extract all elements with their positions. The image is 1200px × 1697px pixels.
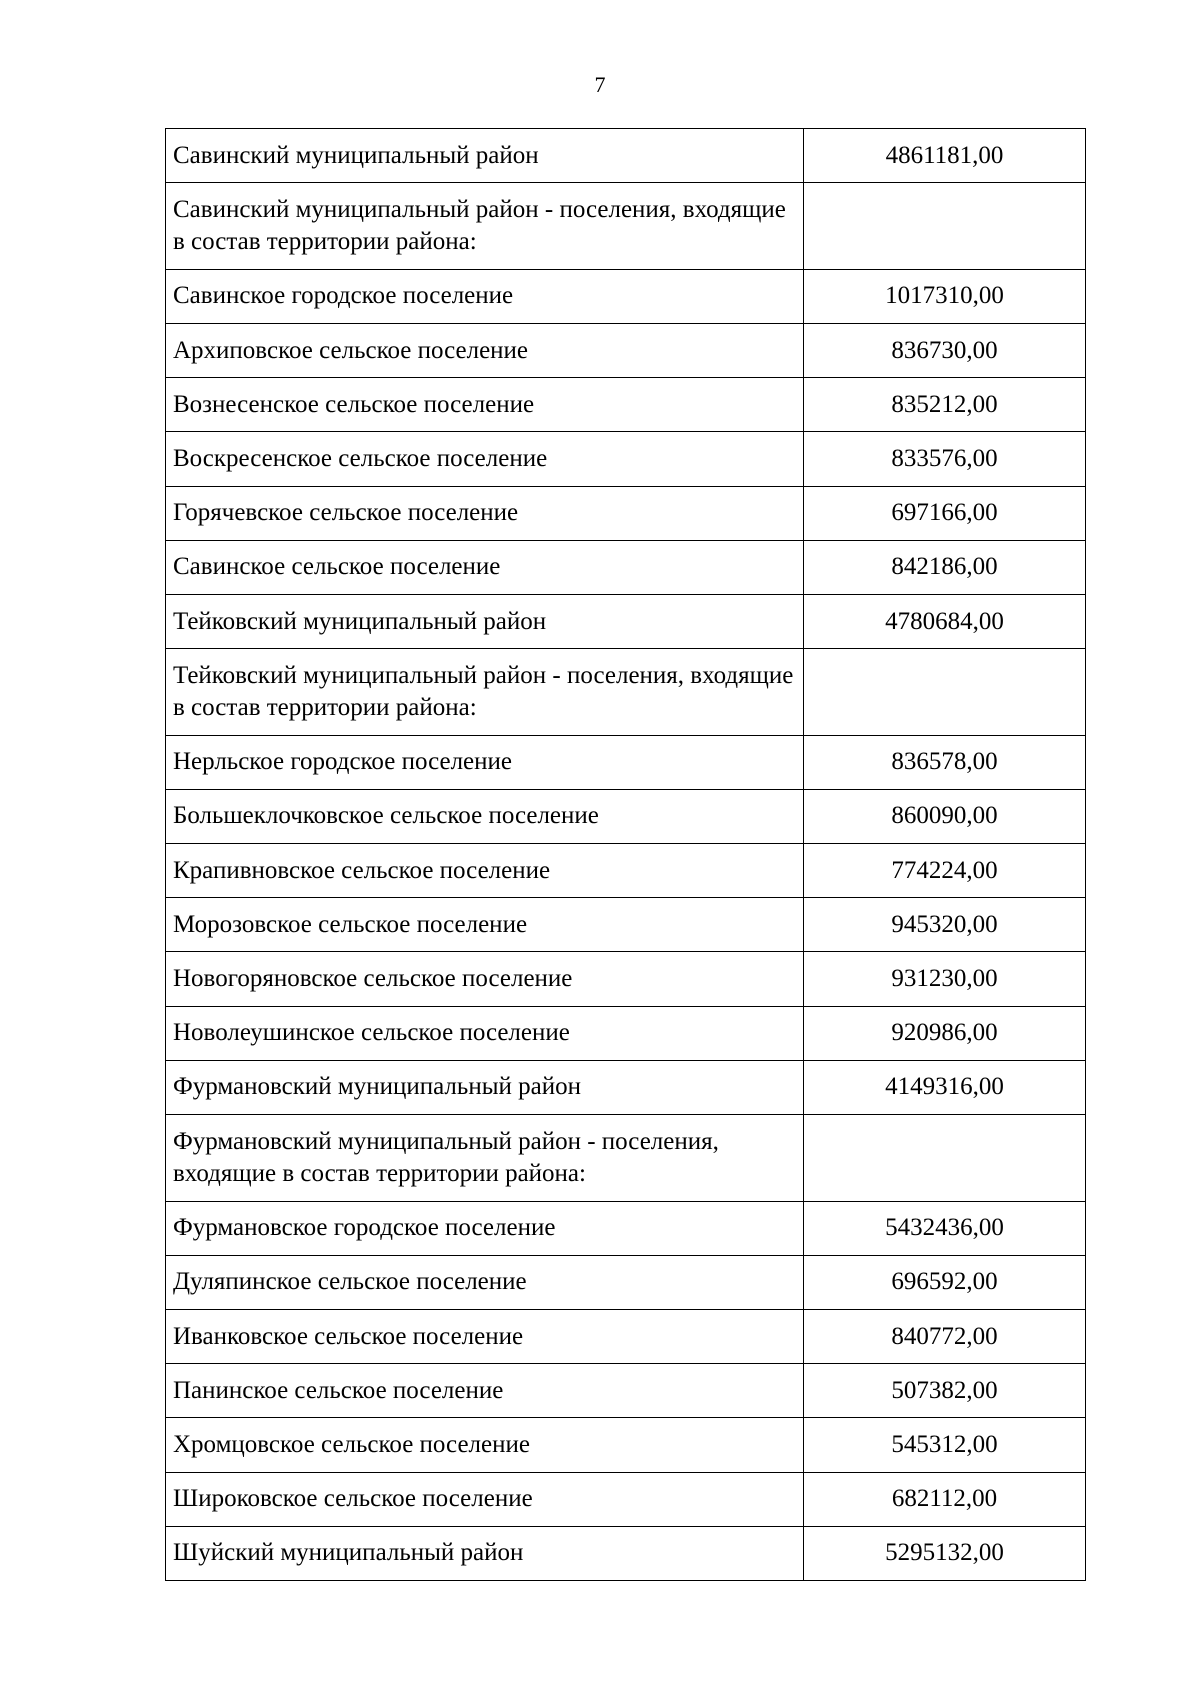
row-value: 5432436,00 xyxy=(804,1201,1086,1255)
table-row xyxy=(166,952,1086,1006)
table-row xyxy=(166,789,1086,843)
row-value xyxy=(804,183,1086,270)
row-name: Хромцовское сельское поселение xyxy=(166,1418,804,1472)
table-row xyxy=(166,735,1086,789)
row-name: Крапивновское сельское поселение xyxy=(166,844,804,898)
row-name: Савинское сельское поселение xyxy=(166,540,804,594)
table-row xyxy=(166,1418,1086,1472)
table-row xyxy=(166,540,1086,594)
row-value: 4780684,00 xyxy=(804,594,1086,648)
table-row xyxy=(166,432,1086,486)
row-value: 4861181,00 xyxy=(804,129,1086,183)
row-name: Фурмановское городское поселение xyxy=(166,1201,804,1255)
row-value: 4149316,00 xyxy=(804,1060,1086,1114)
row-name: Савинское городское поселение xyxy=(166,269,804,323)
row-name: Горячевское сельское поселение xyxy=(166,486,804,540)
row-value: 682112,00 xyxy=(804,1472,1086,1526)
row-value xyxy=(804,649,1086,736)
row-name: Савинский муниципальный район xyxy=(166,129,804,183)
table-row xyxy=(166,1364,1086,1418)
row-value: 1017310,00 xyxy=(804,269,1086,323)
table-row xyxy=(166,844,1086,898)
row-value: 697166,00 xyxy=(804,486,1086,540)
row-name: Тейковский муниципальный район xyxy=(166,594,804,648)
row-name: Тейковский муниципальный район - поселения, входящие в состав территории района: xyxy=(166,649,804,736)
data-table xyxy=(165,128,1086,1581)
row-value: 774224,00 xyxy=(804,844,1086,898)
row-name: Большеклочковское сельское поселение xyxy=(166,789,804,843)
row-value: 860090,00 xyxy=(804,789,1086,843)
table-row xyxy=(166,323,1086,377)
row-value: 836730,00 xyxy=(804,323,1086,377)
table-row xyxy=(166,486,1086,540)
table-row xyxy=(166,1115,1086,1202)
row-value: 5295132,00 xyxy=(804,1526,1086,1580)
row-name: Фурмановский муниципальный район - поселения, входящие в состав территории района: xyxy=(166,1115,804,1202)
row-name: Савинский муниципальный район - поселения, входящие в состав территории района: xyxy=(166,183,804,270)
row-name: Воскресенское сельское поселение xyxy=(166,432,804,486)
row-name: Дуляпинское сельское поселение xyxy=(166,1255,804,1309)
row-value: 945320,00 xyxy=(804,898,1086,952)
table-row xyxy=(166,1472,1086,1526)
table-row xyxy=(166,1060,1086,1114)
row-name: Широковское сельское поселение xyxy=(166,1472,804,1526)
row-name: Иванковское сельское поселение xyxy=(166,1309,804,1363)
row-value: 835212,00 xyxy=(804,378,1086,432)
table-row xyxy=(166,594,1086,648)
table-row xyxy=(166,898,1086,952)
row-value xyxy=(804,1115,1086,1202)
row-name: Нерльское городское поселение xyxy=(166,735,804,789)
table-row xyxy=(166,183,1086,270)
row-value: 833576,00 xyxy=(804,432,1086,486)
row-name: Фурмановский муниципальный район xyxy=(166,1060,804,1114)
table-row xyxy=(166,378,1086,432)
row-value: 836578,00 xyxy=(804,735,1086,789)
page-number: 7 xyxy=(594,72,606,97)
row-value: 507382,00 xyxy=(804,1364,1086,1418)
row-name: Архиповское сельское поселение xyxy=(166,323,804,377)
row-name: Панинское сельское поселение xyxy=(166,1364,804,1418)
row-name: Новолеушинское сельское поселение xyxy=(166,1006,804,1060)
row-name: Шуйский муниципальный район xyxy=(166,1526,804,1580)
table-row xyxy=(166,649,1086,736)
table-row xyxy=(166,1201,1086,1255)
table-row xyxy=(166,1006,1086,1060)
row-value: 840772,00 xyxy=(804,1309,1086,1363)
table-row xyxy=(166,1309,1086,1363)
row-name: Вознесенское сельское поселение xyxy=(166,378,804,432)
row-value: 696592,00 xyxy=(804,1255,1086,1309)
row-value: 931230,00 xyxy=(804,952,1086,1006)
table-row xyxy=(166,1255,1086,1309)
table-row xyxy=(166,269,1086,323)
row-value: 920986,00 xyxy=(804,1006,1086,1060)
row-name: Морозовское сельское поселение xyxy=(166,898,804,952)
row-value: 842186,00 xyxy=(804,540,1086,594)
row-value: 545312,00 xyxy=(804,1418,1086,1472)
row-name: Новогоряновское сельское поселение xyxy=(166,952,804,1006)
table-row xyxy=(166,1526,1086,1580)
table-row xyxy=(166,129,1086,183)
